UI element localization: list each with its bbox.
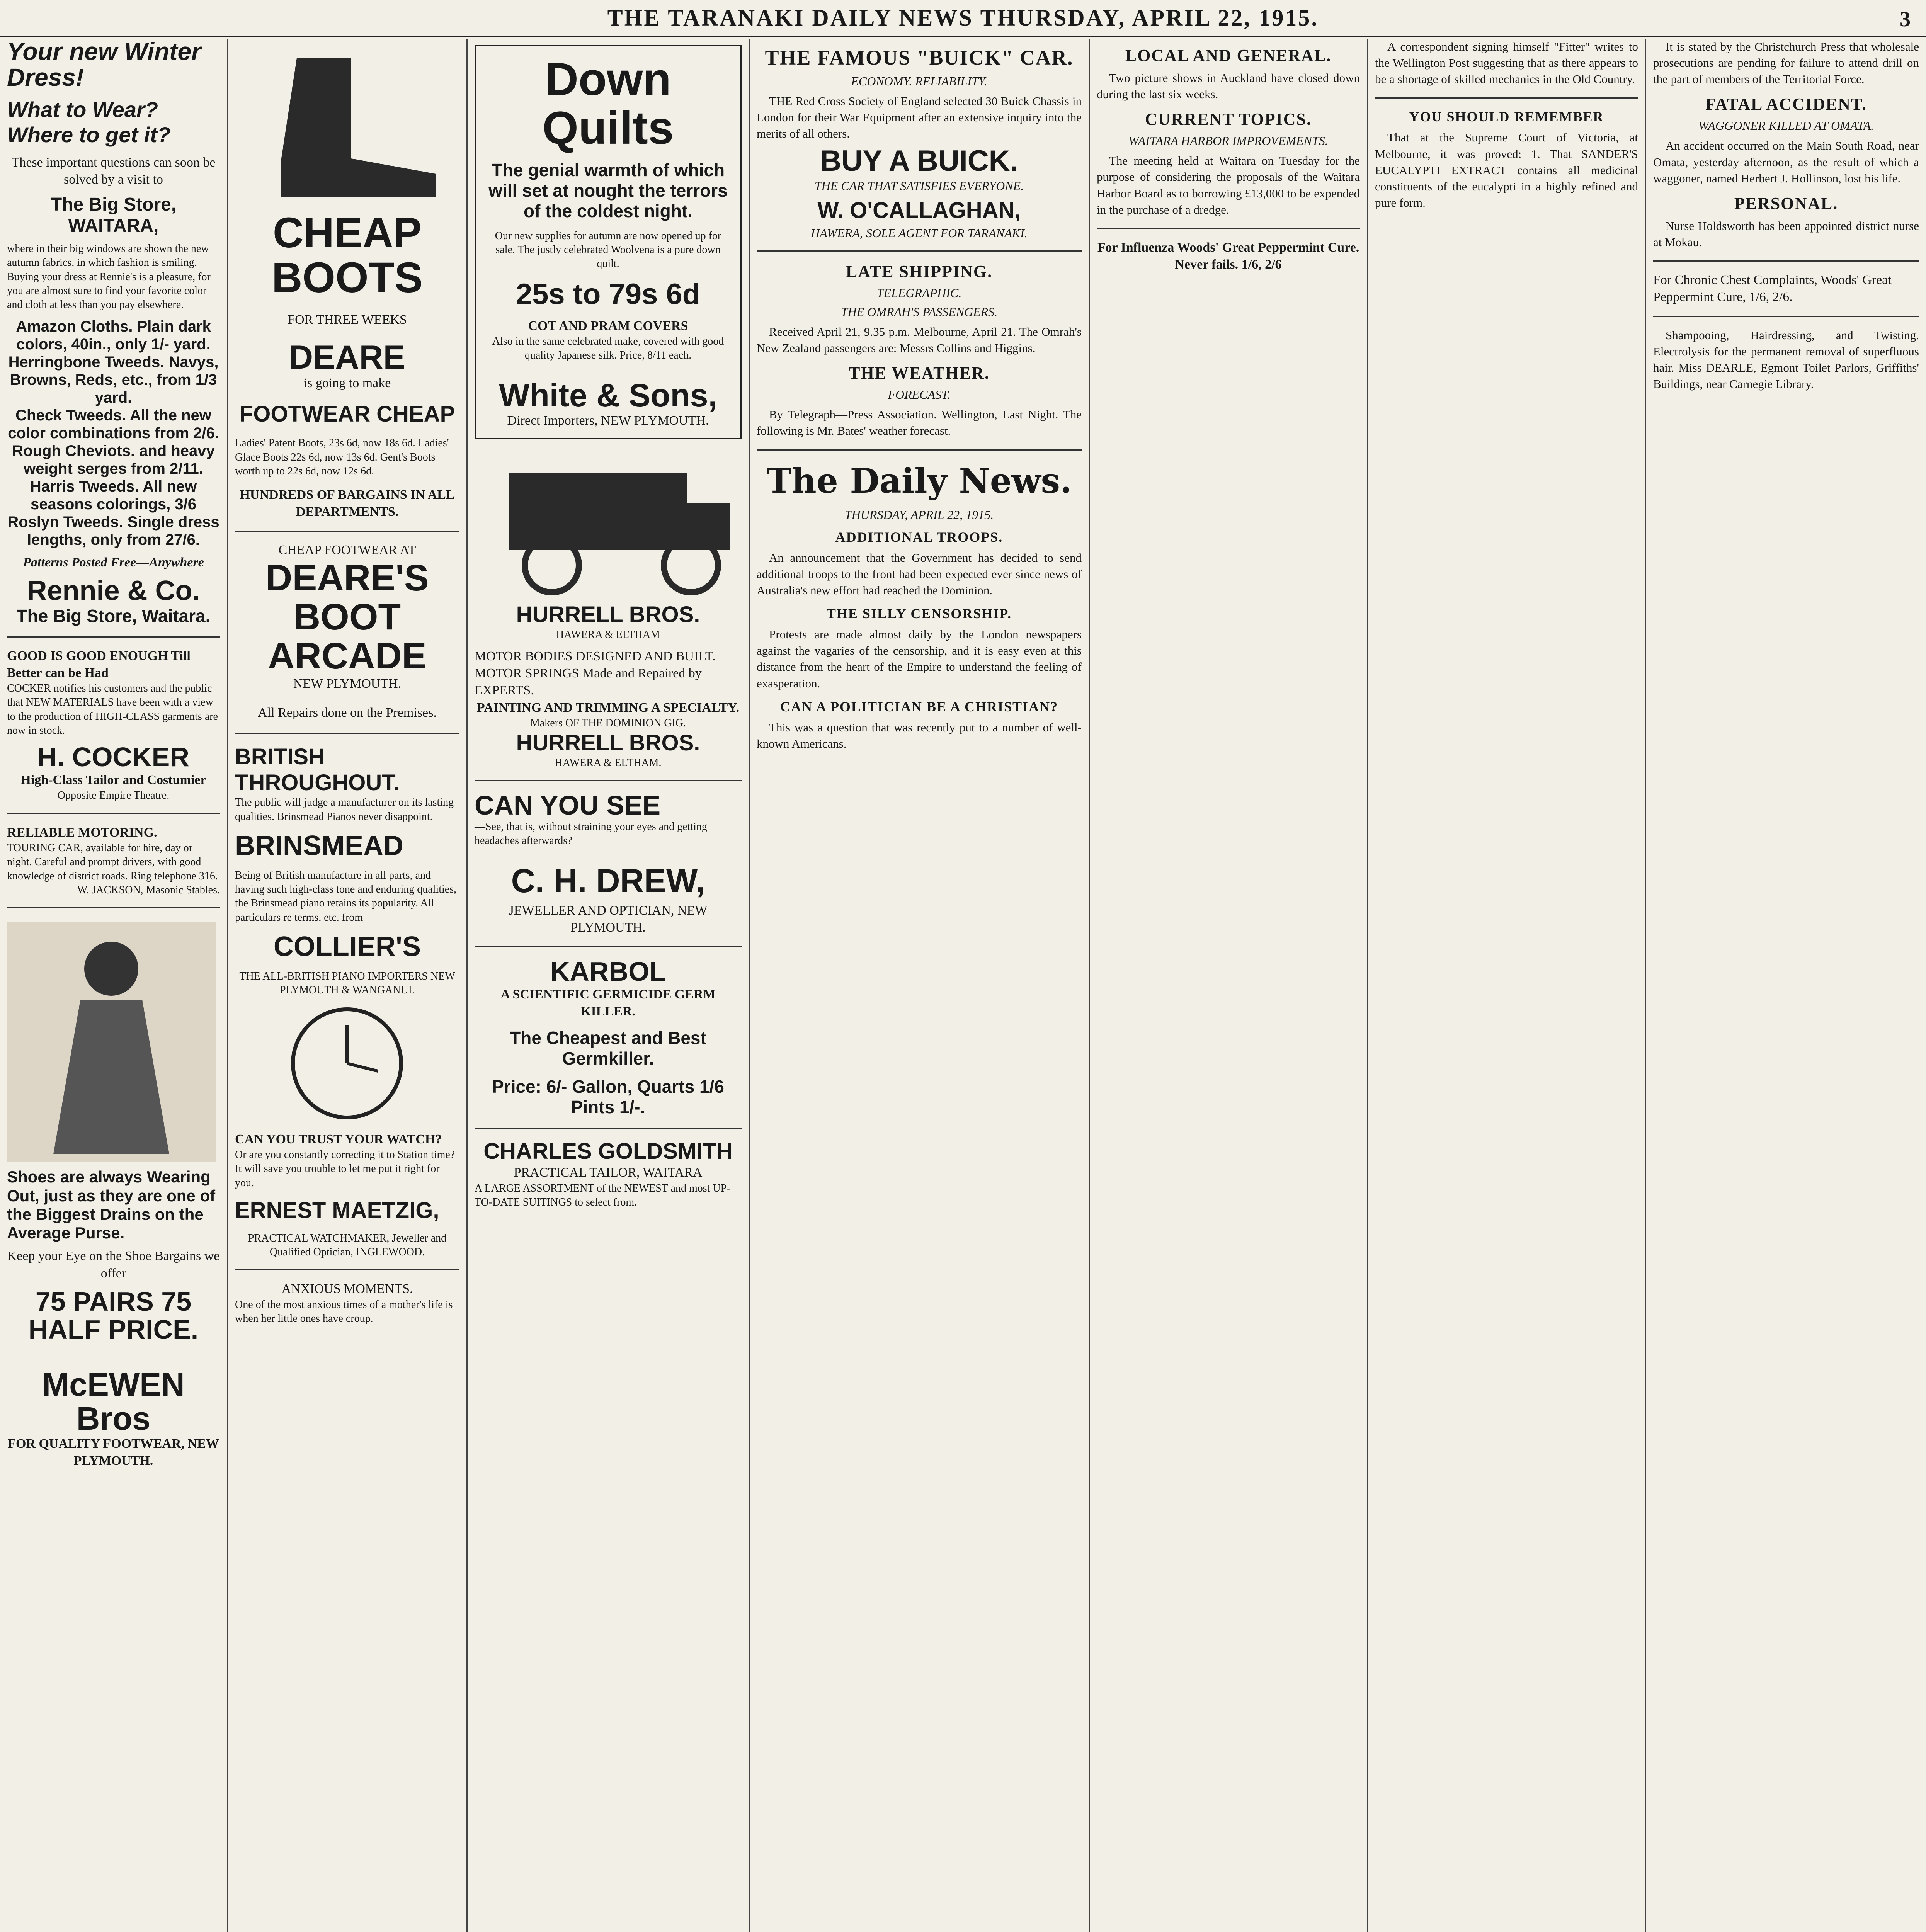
british-throughout: BRITISH THROUGHOUT. (235, 744, 400, 795)
deare: DEARE (289, 339, 406, 376)
goldsmith-text: A LARGE ASSORTMENT of the NEWEST and most UP-TO-DATE SUITINGS to select from. (475, 1182, 730, 1208)
patterns-posted: Patterns Posted Free—Anywhere (23, 555, 204, 570)
christchurch-text: It is stated by the Christchurch Press that wholesale prosecutions are pending for failure to attend drill on the part of members of the Territorial Force. (1653, 40, 1919, 86)
maetzig: ERNEST MAETZIG, (235, 1197, 439, 1223)
boot-illustration-icon (235, 43, 459, 205)
white-sub: Direct Importers, NEW PLYMOUTH. (507, 413, 709, 428)
motoring-text: TOURING CAR, available for hire, day or night. Careful and prompt drivers, with good knowledge of district roads. Ring telephone 316. (7, 842, 218, 882)
current-topics: CURRENT TOPICS. (1145, 110, 1312, 129)
watch-text: Or are you constantly correcting it to Station time? It will save you trouble to let me put it right for you. (235, 1148, 455, 1189)
weather-head: THE WEATHER. (849, 364, 990, 383)
cocker-addr: Opposite Empire Theatre. (57, 789, 170, 802)
item-2: Check Tweeds. All the new color combinations from 2/6. (8, 406, 219, 442)
cocker-text: COCKER notifies his customers and the public that NEW MATERIALS have been with a view to the production of HIGH-CLASS garments are now in stock. (7, 682, 218, 737)
goldsmith-sub: PRACTICAL TAILOR, WAITARA (514, 1165, 703, 1180)
clock-illustration-icon (235, 1002, 459, 1125)
telegraphic: TELEGRAPHIC. (876, 286, 962, 300)
divider (757, 449, 1082, 451)
personal: PERSONAL. (1734, 194, 1838, 213)
troops-text: An announcement that the Government has decided to send additional troops to the front had been expected ever since news of Australia's new effort had reached the Dominion. (757, 551, 1082, 597)
silly-censorship: THE SILLY CENSORSHIP. (826, 606, 1012, 622)
shampoo-text: Shampooing, Hairdressing, and Twisting. Electrolysis for the permanent removal of superfluous hair. Miss DEARLE, Egmont Toilet Parlors, Griffiths' Buildings, near Carnegie Library. (1653, 328, 1919, 391)
quilts-text: Our new supplies for autumn are now opened up for sale. The justly celebrated Woolvena is a pure down quilt. (495, 230, 721, 270)
page-number: 3 (1900, 7, 1911, 31)
column-2 (228, 39, 468, 1932)
brinsmead: BRINSMEAD (235, 830, 404, 862)
store-name: The Big Store, WAITARA, (50, 194, 177, 236)
ad-what-to-wear: What to Wear? Where to get it? (7, 97, 171, 147)
fatal-accident: FATAL ACCIDENT. (1705, 95, 1867, 114)
shoe-woman-illustration-icon (7, 922, 216, 1162)
karbol-sub: A SCIENTIFIC GERMICIDE GERM KILLER. (500, 987, 716, 1019)
divider (475, 1128, 742, 1129)
remember-head: YOU SHOULD REMEMBER (1409, 109, 1604, 125)
divider (235, 531, 459, 532)
painting: PAINTING AND TRIMMING A SPECIALTY. (476, 700, 740, 715)
maetzig-sub: PRACTICAL WATCHMAKER, Jeweller and Qualified Optician, INGLEWOOD. (248, 1232, 447, 1258)
callaghan-sub: HAWERA, SOLE AGENT FOR TARANAKI. (811, 226, 1028, 240)
divider (475, 780, 742, 781)
boot-text: Shoes are always Wearing Out, just as they are one of the Biggest Drains on the Average Purse. (7, 1168, 216, 1242)
divider (475, 946, 742, 947)
buy-sub: THE CAR THAT SATISFIES EVERYONE. (814, 179, 1024, 193)
mcewen-sub: FOR QUALITY FOOTWEAR, NEW PLYMOUTH. (8, 1437, 219, 1468)
motor-car-illustration-icon (475, 449, 741, 596)
column-3 (468, 39, 750, 1932)
additional-troops: ADDITIONAL TROOPS. (835, 529, 1003, 545)
divider (1375, 97, 1638, 99)
buick-sub: ECONOMY. RELIABILITY. (851, 74, 987, 88)
boot-list: Ladies' Patent Boots, 23s 6d, now 18s 6d. Ladies' Glace Boots 22s 6d, now 13s 6d. Gent's Boots worth up to 22s 6d, now 12s 6d. (235, 437, 449, 478)
column-7 (1646, 39, 1926, 1932)
deares: DEARE'S (265, 557, 429, 599)
three-weeks: FOR THREE WEEKS (288, 313, 407, 327)
item-3: Rough Cheviots. and heavy weight serges from 2/11. (12, 442, 215, 477)
omrah-head: THE OMRAH'S PASSENGERS. (840, 304, 998, 319)
late-shipping: LATE SHIPPING. (846, 262, 993, 281)
divider (235, 1269, 459, 1270)
personal-text: Nurse Holdsworth has been appointed district nurse at Mokau. (1653, 219, 1919, 249)
divider (1653, 316, 1919, 317)
masthead-title: THE TARANAKI DAILY NEWS THURSDAY, APRIL 22, 1915. (607, 5, 1319, 31)
down: Down (545, 53, 671, 105)
item-4: Harris Tweeds. All new seasons colorings, 3/6 (30, 478, 197, 513)
weather-text: By Telegraph—Press Association. Wellington, Last Night. The following is Mr. Bates' weather forecast. (757, 408, 1082, 438)
quilts: Quilts (542, 102, 674, 154)
quilts-price: 25s to 79s 6d (516, 277, 701, 311)
buick-head: THE FAMOUS "BUICK" CAR. (765, 46, 1074, 69)
going: is going to make (303, 376, 391, 391)
correspondent-text: A correspondent signing himself "Fitter" writes to the Wellington Post suggesting that as there appears to be a shortage of skilled mechanics in the Old Country. (1375, 40, 1638, 86)
local-general: LOCAL AND GENERAL. (1125, 46, 1332, 65)
buick-text: THE Red Cross Society of England selected 30 Buick Chassis in London for their War Equipment after an extensive inquiry into the merits of all others. (757, 94, 1082, 141)
boot-keep: Keep your Eye on the Shoe Bargains we offer (7, 1249, 220, 1281)
karbol: KARBOL (550, 956, 666, 987)
divider (7, 813, 220, 814)
forecast: FORECAST. (888, 388, 951, 402)
ad-text: where in their big windows are shown the new autumn fabrics, in which fashion is smiling. Buying your dress at Rennie's is a pleasure, for you are almost sure to find your favorite color and cloth at less than you pay elsewhere. (7, 242, 211, 311)
cocker-role: High-Class Tailor and Costumier (20, 772, 206, 787)
divider (7, 907, 220, 908)
item-1: Herringbone Tweeds. Navys, Browns, Reds, etc., from 1/3 yard. (8, 353, 219, 406)
remember-text: That at the Supreme Court of Victoria, at Melbourne, it was proved: 1. That SANDER'S EUCALYPTI EXTRACT contains all medicinal constituents of the eucalypti in a highly refined and pure form. (1375, 131, 1638, 210)
new-plymouth: NEW PLYMOUTH. (293, 677, 402, 691)
hurrell2: HURRELL BROS. (516, 730, 700, 756)
white-sons: White & Sons, (499, 377, 717, 413)
watch-question: CAN YOU TRUST YOUR WATCH? (235, 1132, 442, 1146)
goldsmith: CHARLES GOLDSMITH (483, 1138, 733, 1164)
anxious-text: One of the most anxious times of a mother's life is when her little ones have croup. (235, 1298, 453, 1325)
can-you-see-text: —See, that is, without straining your eyes and getting headaches afterwards? (475, 820, 707, 847)
fatal-text: An accident occurred on the Main South Road, near Omata, yesterday afternoon, as the result of which a waggoner, named Herbert J. Hollinson, lost his life. (1653, 139, 1919, 185)
divider (7, 636, 220, 638)
quilts-ad (475, 45, 742, 439)
half-price: HALF PRICE. (28, 1315, 199, 1345)
cocker-intro: GOOD IS GOOD ENOUGH Till Better can be Had (7, 648, 191, 680)
boot-arcade: BOOT ARCADE (268, 596, 427, 677)
footwear-cheap: FOOTWEAR CHEAP (239, 401, 455, 427)
callaghan: W. O'CALLAGHAN, (817, 198, 1021, 223)
masthead (0, 0, 1926, 37)
omrah-text: Received April 21, 9.35 p.m. Melbourne, April 21. The Omrah's New Zealand passengers are: Messrs Collins and Higgins. (757, 325, 1082, 355)
drew-sub: JEWELLER AND OPTICIAN, NEW PLYMOUTH. (509, 903, 708, 935)
item-5: Roslyn Tweeds. Single dress lengths, only from 27/6. (7, 513, 219, 548)
can-you-see: CAN YOU SEE (475, 790, 661, 821)
censorship-text: Protests are made almost daily by the London newspapers against the vagaries of the censorship, and it is easy even at this distance from the heart of the Empire to understand the feeling of exasperation. (757, 628, 1082, 690)
politician-head: CAN A POLITICIAN BE A CHRISTIAN? (780, 699, 1058, 714)
divider (1653, 260, 1919, 262)
ad-lead: These important questions can soon be solved by a visit to (11, 155, 216, 187)
repairs: All Repairs done on the Premises. (258, 705, 437, 720)
divider (235, 733, 459, 734)
cot-covers: COT AND PRAM COVERS (528, 318, 688, 333)
column-6 (1368, 39, 1646, 1932)
cheap: CHEAP (272, 209, 422, 257)
boots: BOOTS (271, 253, 423, 301)
british-text: The public will judge a manufacturer on its lasting qualities. Brinsmead Pianos never disappoint. (235, 796, 454, 823)
divider (1097, 228, 1360, 229)
column-1 (0, 39, 228, 1932)
hurrell-sub: HAWERA & ELTHAM (556, 628, 660, 641)
motoring-name: W. JACKSON, Masonic Stables. (77, 884, 220, 896)
politician-text: This was a question that was recently put to a number of well-known Americans. (757, 720, 1082, 750)
divider (757, 250, 1082, 252)
colliers: COLLIER'S (273, 931, 421, 963)
hundreds-bargains: HUNDREDS OF BARGAINS IN ALL DEPARTMENTS. (240, 487, 455, 519)
drew: C. H. DREW, (511, 862, 705, 900)
chronic-notice: For Chronic Chest Complaints, Woods' Great Peppermint Cure, 1/6, 2/6. (1653, 273, 1892, 304)
motoring-head: RELIABLE MOTORING. (7, 825, 157, 840)
pairs: 75 PAIRS 75 (35, 1286, 192, 1316)
colliers-sub: THE ALL-BRITISH PIANO IMPORTERS NEW PLYMOUTH & WANGANUI. (239, 970, 455, 997)
daily-news-date: THURSDAY, APRIL 22, 1915. (844, 507, 994, 522)
mcewen-name: McEWEN Bros (42, 1366, 185, 1437)
hurrell: HURRELL BROS. (516, 602, 700, 627)
cot-text: Also in the same celebrated make, covered with good quality Japanese silk. Price, 8/11 each. (492, 335, 724, 362)
karbol-price: Price: 6/- Gallon, Quarts 1/6 Pints 1/-. (492, 1076, 724, 1117)
motor-bodies: MOTOR BODIES DESIGNED AND BUILT. MOTOR SPRINGS Made and Repaired by EXPERTS. (475, 649, 716, 698)
hurrell2-sub: HAWERA & ELTHAM. (555, 757, 662, 769)
local-text: Two picture shows in Auckland have closed down during the last six weeks. (1097, 71, 1360, 101)
harbour-text: The meeting held at Waitara on Tuesday for the purpose of considering the proposals of the Waitara Harbor Board as to borrowing £13,000 to be expended in the purchase of a dredge. (1097, 154, 1360, 216)
genial: The genial warmth of which will set at nought the terrors of the coldest night. (488, 160, 728, 221)
rennie-name: Rennie & Co. (27, 575, 200, 607)
cocker-name: H. COCKER (37, 742, 189, 772)
ad-winter-dress-heading: Your new Winter Dress! (7, 39, 201, 92)
karbol-cheapest: The Cheapest and Best Germkiller. (510, 1028, 706, 1068)
makers: Makers OF THE DOMINION GIG. (530, 717, 686, 729)
harbour-head: WAITARA HARBOR IMPROVEMENTS. (1128, 134, 1328, 148)
daily-news-masthead: The Daily News. (766, 460, 1072, 501)
brinsmead-text: Being of British manufacture in all parts, and having such high-class tone and enduring qualities, the Brinsmead piano retains its popularity. All particulars re terms, etc. from (235, 869, 457, 923)
anxious-head: ANXIOUS MOMENTS. (281, 1282, 413, 1296)
influenza-notice: For Influenza Woods' Great Peppermint Cure. Never fails. 1/6, 2/6 (1097, 240, 1359, 272)
column-5 (1090, 39, 1368, 1932)
buy-a-buick: BUY A BUICK. (820, 145, 1018, 178)
cheap-footwear-at: CHEAP FOOTWEAR AT (278, 543, 416, 557)
item-0: Amazon Cloths. Plain dark colors, 40in., only 1/- yard. (16, 318, 211, 353)
rennie-sub: The Big Store, Waitara. (16, 605, 211, 626)
column-4 (750, 39, 1090, 1932)
waggoner-killed: WAGGONER KILLED AT OMATA. (1698, 119, 1874, 133)
